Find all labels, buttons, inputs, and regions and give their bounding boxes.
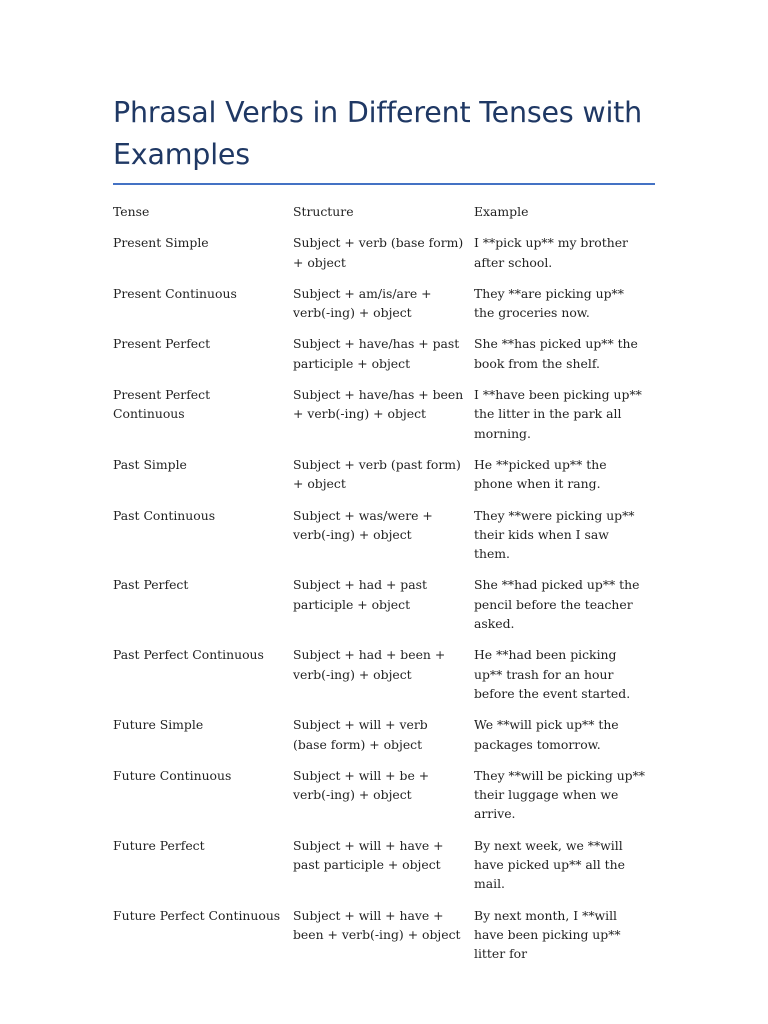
page-title: Phrasal Verbs in Different Tenses with Examples: [113, 96, 643, 171]
structure-cell: Subject + am/is/are + verb(-ing) + object: [293, 285, 432, 321]
structure-cell: Subject + had + past participle + object: [293, 577, 427, 612]
tense-cell: Present Perfect Continuous: [113, 387, 211, 422]
table-row: [113, 575, 655, 645]
table-row: [113, 906, 655, 976]
tenses-table: [113, 202, 655, 976]
tense-cell: Future Perfect Continuous: [113, 907, 281, 923]
example-cell: I **have been picking up** the litter in the park all morning.: [474, 387, 642, 441]
structure-cell: Subject + will + be + verb(-ing) + object: [293, 767, 430, 803]
tense-cell: Past Continuous: [113, 507, 216, 523]
example-cell: She **has picked up** the book from the shelf.: [474, 336, 638, 371]
structure-cell: Subject + will + verb (base form) + object: [293, 717, 428, 752]
table-row: [113, 385, 655, 455]
table-row: [113, 766, 655, 836]
tense-cell: Present Perfect: [113, 336, 211, 352]
tense-cell: Past Simple: [113, 456, 187, 472]
tense-cell: Future Simple: [113, 717, 204, 733]
example-cell: He **had been picking up** trash for an hour before the event started.: [474, 647, 631, 701]
table-row: [113, 836, 655, 906]
example-cell: They **will be picking up** their luggage when we arrive.: [474, 767, 646, 822]
column-header-tense: Tense: [113, 204, 150, 219]
structure-cell: Subject + verb (base form) + object: [293, 235, 464, 270]
structure-cell: Subject + have/has + been + verb(-ing) + object: [293, 387, 464, 422]
example-cell: She **had picked up** the pencil before the teacher asked.: [474, 577, 640, 632]
document-page: [113, 92, 655, 976]
table-header-row: [113, 202, 655, 233]
table-row: [113, 506, 655, 576]
table-row: [113, 284, 655, 335]
column-header-structure: Structure: [293, 204, 354, 219]
example-cell: I **pick up** my brother after school.: [474, 235, 628, 270]
example-cell: They **are picking up** the groceries now.: [474, 285, 624, 321]
example-cell: They **were picking up** their kids when I saw them.: [474, 507, 635, 562]
example-cell: He **picked up** the phone when it rang.: [474, 456, 607, 492]
table-row: [113, 645, 655, 715]
example-cell: By next week, we **will have picked up** all the mail.: [474, 837, 625, 892]
structure-cell: Subject + had + been + verb(-ing) + object: [293, 647, 446, 682]
table-row: [113, 334, 655, 385]
example-cell: We **will pick up** the packages tomorrow.: [474, 717, 619, 752]
structure-cell: Subject + was/were + verb(-ing) + object: [293, 507, 433, 542]
table-row: [113, 455, 655, 506]
structure-cell: Subject + will + have + been + verb(-ing) + object: [293, 907, 461, 942]
tense-cell: Present Simple: [113, 235, 209, 251]
column-header-example: Example: [474, 204, 529, 219]
structure-cell: Subject + will + have + past participle + object: [293, 837, 444, 873]
table-row: [113, 715, 655, 766]
tense-cell: Future Perfect: [113, 837, 205, 853]
tense-cell: Present Continuous: [113, 285, 237, 301]
table-row: [113, 233, 655, 284]
title-underline: [113, 183, 655, 185]
tense-cell: Past Perfect: [113, 577, 189, 593]
tense-cell: Future Continuous: [113, 767, 232, 783]
structure-cell: Subject + verb (past form) + object: [293, 456, 461, 492]
example-cell: By next month, I **will have been picking up** litter for: [474, 907, 621, 962]
structure-cell: Subject + have/has + past participle + object: [293, 336, 460, 371]
tense-cell: Past Perfect Continuous: [113, 647, 264, 663]
